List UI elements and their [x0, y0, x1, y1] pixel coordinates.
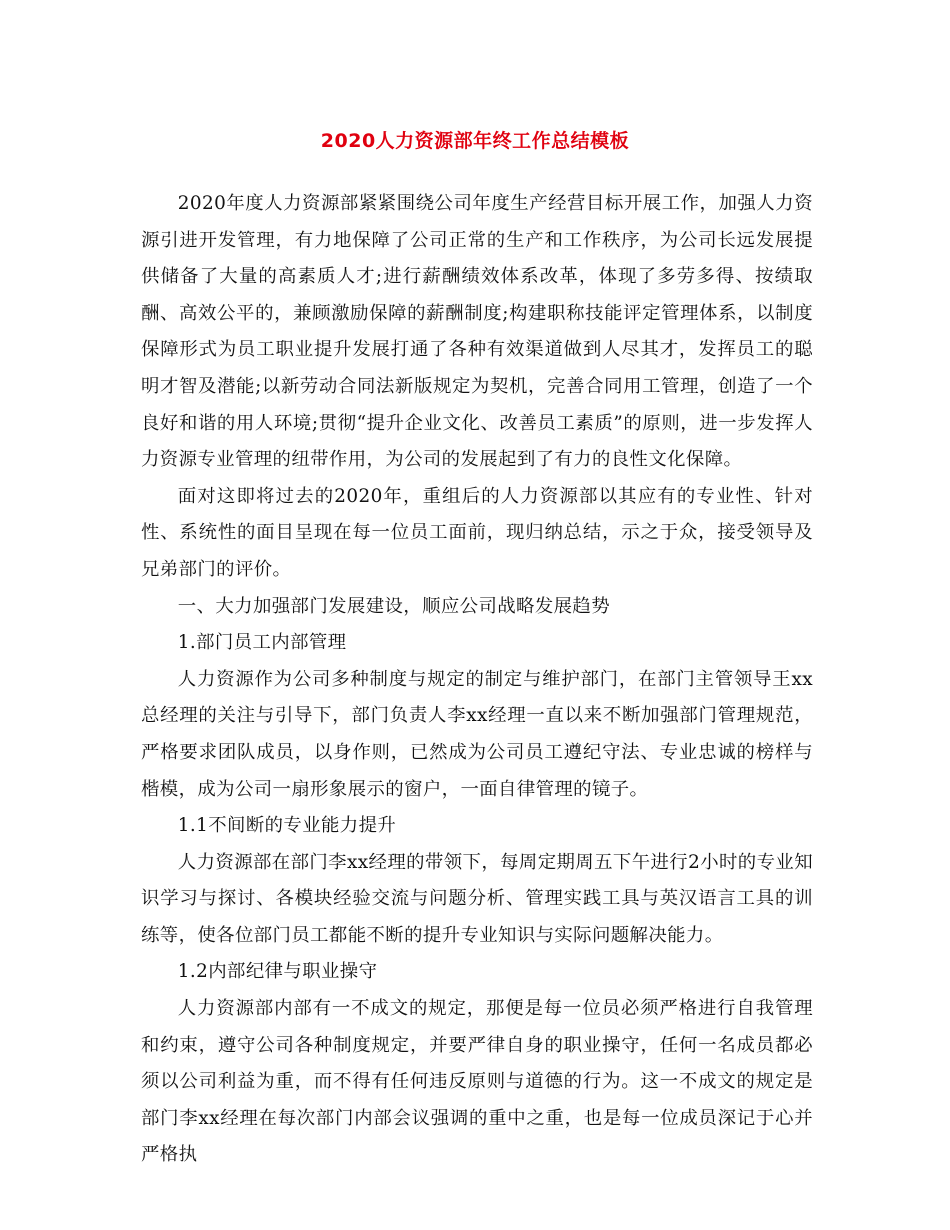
section-heading-1: 一、大力加强部门发展建设，顺应公司战略发展趋势 — [177, 595, 610, 617]
paragraph-internal-management: 人力资源作为公司多种制度与规定的制定与维护部门，在部门主管领导王xx总经理的关注与引导下，部门负责人李xx经理一直以来不断加强部门管理规范，严格要求团队成员，以身作则，已然成为公司员工遵纪守法、专业忠诚的榜样与楷模，成为公司一扇形象展示的窗户，一面自律管理的镜子。 — [141, 668, 813, 800]
document-title: 2020人力资源部年终工作总结模板 — [320, 130, 630, 152]
paragraph-intro: 2020年度人力资源部紧紧围绕公司年度生产经营目标开展工作，加强人力资源引进开发管理，有力地保障了公司正常的生产和工作秩序，为公司长远发展提供储备了大量的高素质人才;进行薪酬绩效体系改革，体现了多劳多得、按绩取酬、高效公平的，兼顾激励保障的薪酬制度;构建职称技能评定管理体系，以制度保障形式为员工职业提升发展打通了各种有效渠道做到人尽其才，发挥员工的聪明才智及潜能;以新劳动合同法新版规定为契机，完善合同用工管理，创造了一个良好和谐的用人环境;贯彻“提升企业文化、改善员工素质”的原则，进一步发挥人力资源专业管理的纽带作用，为公司的发展起到了有力的良性文化保障。 — [141, 193, 813, 471]
subsection-heading-1-1: 1.部门员工内部管理 — [177, 632, 347, 654]
paragraph-summary: 面对这即将过去的2020年，重组后的人力资源部以其应有的专业性、针对性、系统性的面目呈现在每一位员工面前，现归纳总结，示之于众，接受领导及兄弟部门的评价。 — [141, 485, 813, 580]
subsection-heading-1-1-2: 1.2内部纪律与职业操守 — [177, 961, 378, 983]
paragraph-discipline: 人力资源部内部有一不成文的规定，那便是每一位员必须严格进行自我管理和约束，遵守公司各种制度规定，并要严律自身的职业操守，任何一名成员都必须以公司利益为重，而不得有任何违反原则与道德的行为。这一不成文的规定是部门李xx经理在每次部门内部会议强调的重中之重，也是每一位成员深记于心并严格执 — [141, 998, 813, 1166]
document-body — [141, 186, 813, 1174]
subsection-heading-1-1-1: 1.1不间断的专业能力提升 — [177, 815, 397, 837]
paragraph-skill-improvement: 人力资源部在部门李xx经理的带领下，每周定期周五下午进行2小时的专业知识学习与探讨、各模块经验交流与问题分析、管理实践工具与英汉语言工具的训练等，使各位部门员工都能不断的提升专业知识与实际问题解决能力。 — [141, 851, 813, 946]
